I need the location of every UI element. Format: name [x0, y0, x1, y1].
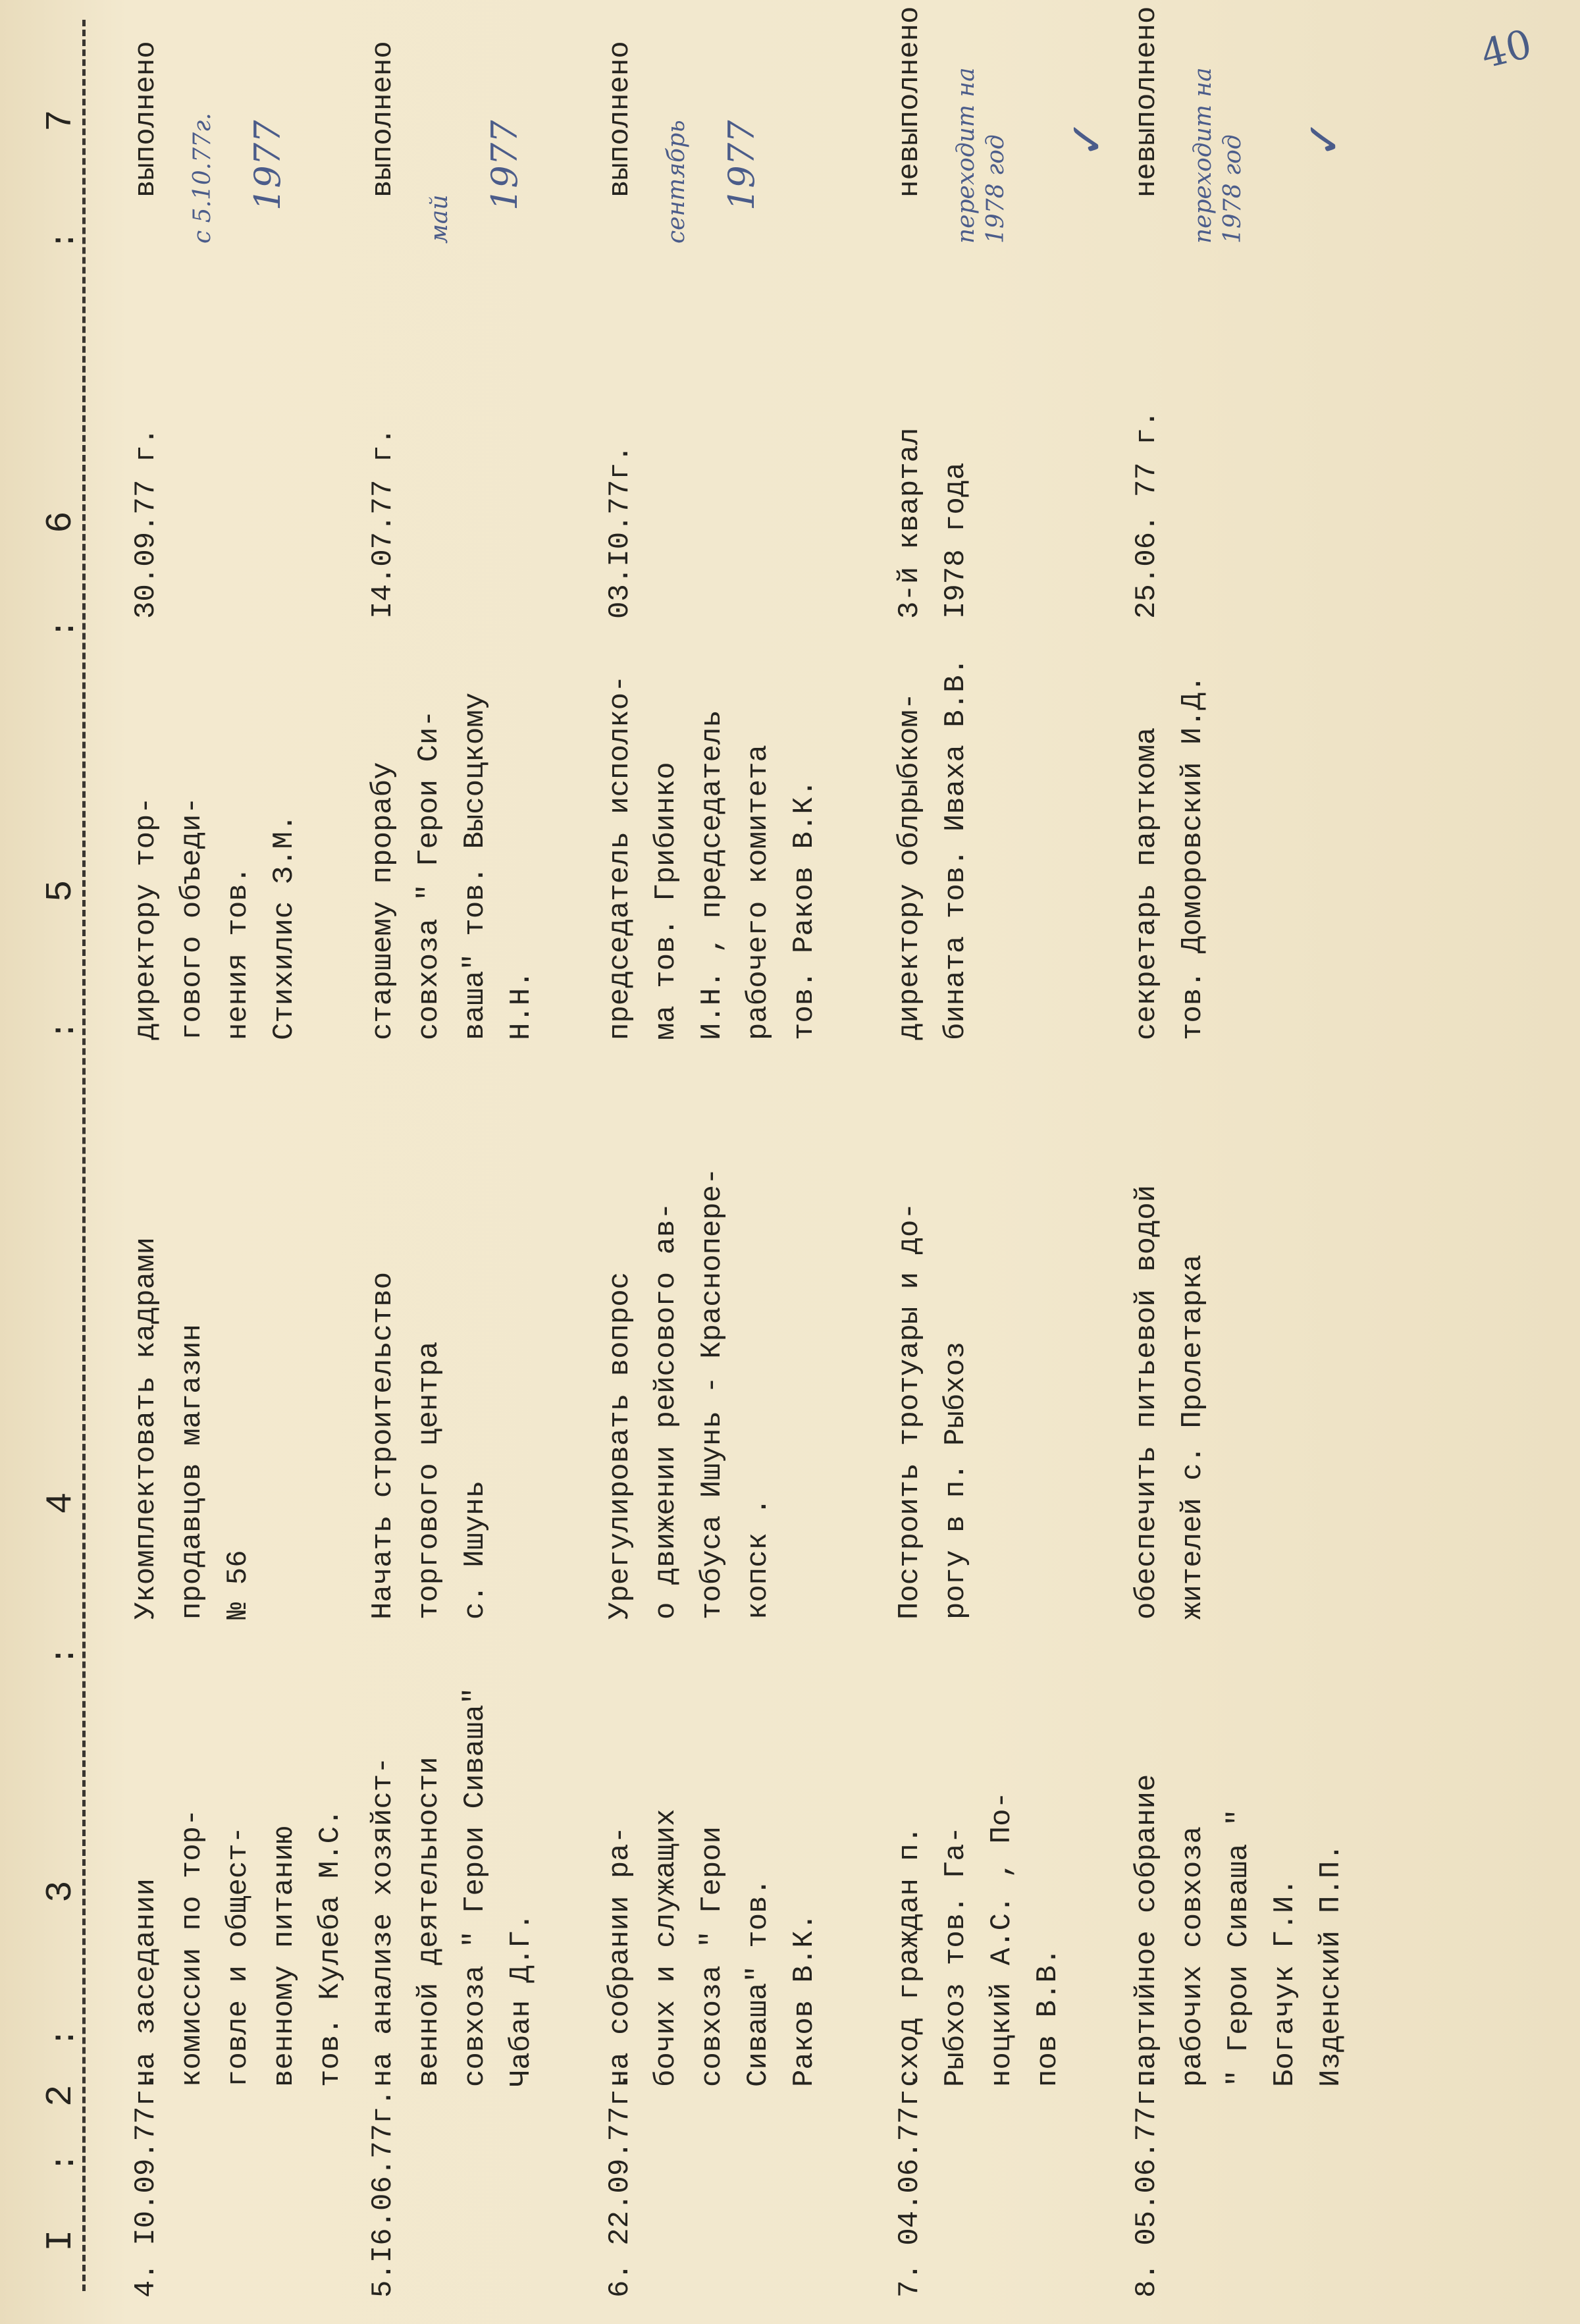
responsible-cell-line: директору тор-: [130, 797, 163, 1040]
entry-number-date: 8. 05.06.77г.: [1130, 2071, 1163, 2298]
handwritten-note: переходит на: [953, 67, 980, 244]
status-cell: невыполнено: [893, 6, 926, 198]
responsible-cell-line: совхоза " Герои Си-: [413, 710, 446, 1040]
column-number: 6: [40, 511, 82, 533]
where-cell-line: венному питанию: [268, 1826, 301, 2087]
where-cell-line: на собрании ра-: [604, 1826, 637, 2087]
column-separator: :: [46, 618, 84, 639]
entry-number-date: 7. 04.06.77г.: [893, 2071, 926, 2298]
responsible-cell-line: Стихилис З.М.: [268, 814, 301, 1040]
handwritten-note: с 5.10.77г.: [189, 113, 216, 244]
task-cell-line: Укомплектовать кадрами: [130, 1237, 163, 1620]
deadline-cell-line: 3-й квартал: [893, 427, 926, 619]
column-separator: :: [46, 2152, 84, 2173]
where-cell-line: совхоза " Герои: [696, 1826, 729, 2087]
responsible-cell-line: ваша" тов. Высоцкому: [459, 692, 492, 1040]
status-cell: выполнено: [367, 41, 400, 198]
where-cell-line: Раков В.К.: [788, 1913, 821, 2087]
where-cell-line: Сиваша" тов.: [742, 1878, 775, 2087]
responsible-cell-line: гового объеди-: [176, 797, 209, 1040]
status-cell: выполнено: [604, 41, 637, 198]
where-cell-line: тов. Кулеба М.С.: [314, 1809, 347, 2087]
where-cell-line: партийное собрание: [1130, 1774, 1163, 2087]
task-cell-line: обеспечить питьевой водой: [1130, 1184, 1163, 1620]
responsible-cell-line: директору облрыбком-: [893, 692, 926, 1040]
deadline-cell-line: I4.07.77 г.: [367, 427, 400, 619]
entry-number-date: 4. I0.09.77г.: [130, 2071, 163, 2298]
header-divider: [82, 20, 86, 2291]
where-cell-line: совхоза " Герои Сиваша": [459, 1687, 492, 2087]
column-number: I: [40, 2229, 82, 2252]
handwritten-note: сентябрь: [663, 120, 690, 244]
status-cell: выполнено: [130, 41, 163, 198]
task-cell-line: рогу в п. Рыбхоз: [939, 1341, 972, 1620]
responsible-cell-line: секретарь парткома: [1130, 727, 1163, 1040]
check-mark-icon: ✓: [1297, 119, 1351, 158]
check-mark-icon: ✓: [1060, 119, 1114, 158]
responsible-cell-line: Н.Н.: [505, 970, 538, 1040]
responsible-cell-line: председатель исполко-: [604, 675, 637, 1040]
responsible-cell-line: нения тов.: [222, 866, 255, 1040]
column-number: 5: [40, 880, 82, 902]
task-cell-line: Начать строительство: [367, 1271, 400, 1620]
where-cell-line: венной деятельности: [413, 1756, 446, 2087]
responsible-cell-line: И.Н. , председатель: [696, 710, 729, 1040]
where-cell-line: рабочих совхоза: [1176, 1826, 1209, 2087]
where-cell-line: пов В.В.: [1032, 1947, 1065, 2087]
where-cell-line: Рыбхоз тов. Га-: [939, 1826, 972, 2087]
responsible-cell-line: бината тов. Иваха В.В.: [939, 658, 972, 1040]
where-cell-line: Чабан Д.Г.: [505, 1913, 538, 2087]
column-number: 4: [40, 1492, 82, 1514]
responsible-cell-line: ма тов. Грибинко: [650, 762, 683, 1040]
where-cell-line: комиссии по тор-: [176, 1809, 209, 2087]
task-cell-line: Урегулировать вопрос: [604, 1271, 637, 1620]
task-cell-line: тобуса Ишунь - Красноперe-: [696, 1167, 729, 1620]
where-cell-line: " Герои Сиваша ": [1223, 1809, 1255, 2087]
column-separator: :: [46, 1645, 84, 1666]
task-cell-line: жителей с. Пролетарка: [1176, 1254, 1209, 1620]
column-separator: :: [46, 2027, 84, 2047]
responsible-cell-line: рабочего комитета: [742, 745, 775, 1040]
responsible-cell-line: старшему прорабу: [367, 762, 400, 1040]
task-cell-line: копск .: [742, 1498, 775, 1620]
responsible-cell-line: тов. Раков В.К.: [788, 779, 821, 1040]
handwritten-year: 1977: [247, 120, 288, 211]
handwritten-year: 1977: [721, 120, 762, 211]
where-cell-line: бочих и служащих: [650, 1809, 683, 2087]
where-cell-line: сход граждан п.: [893, 1826, 926, 2087]
deadline-cell-line: 03.I0.77г.: [604, 444, 637, 619]
where-cell-line: на заседании: [130, 1878, 163, 2087]
column-number: 3: [40, 1880, 82, 1903]
page-number: 40: [1476, 20, 1537, 78]
where-cell-line: говле и общест-: [222, 1826, 255, 2087]
column-header: [33, 0, 99, 2324]
deadline-cell-line: 25.06. 77 г.: [1130, 410, 1163, 619]
handwritten-note: 1978 год: [1219, 134, 1246, 244]
handwritten-note: переходит на: [1190, 67, 1217, 244]
task-cell-line: № 56: [222, 1550, 255, 1620]
where-cell-line: на анализе хозяйст-: [367, 1756, 400, 2087]
column-separator: :: [46, 230, 84, 250]
where-cell-line: ноцкий А.С. , По-: [986, 1791, 1018, 2087]
responsible-cell-line: тов. Доморовский И.Д.: [1176, 675, 1209, 1040]
where-cell-line: Богачук Г.И.: [1269, 1878, 1302, 2087]
handwritten-note: май: [426, 194, 453, 244]
task-cell-line: с. Ишунь: [459, 1480, 492, 1620]
handwritten-year: 1977: [484, 120, 525, 211]
column-number: 7: [40, 109, 82, 132]
status-cell: невыполнено: [1130, 6, 1163, 198]
entry-number-date: 6. 22.09.77г.: [604, 2071, 637, 2298]
column-separator: :: [46, 1020, 84, 1040]
column-number: 2: [40, 2084, 82, 2107]
task-cell-line: о движении рейсового ав-: [650, 1202, 683, 1620]
deadline-cell-line: I978 года: [939, 462, 972, 619]
task-cell-line: продавцов магазин: [176, 1324, 209, 1620]
task-cell-line: Построить тротуары и до-: [893, 1202, 926, 1620]
handwritten-note: 1978 год: [982, 134, 1009, 244]
task-cell-line: торгового центра: [413, 1341, 446, 1620]
where-cell-line: Изденский П.П.: [1315, 1843, 1348, 2087]
entry-number-date: 5.I6.06.77г.: [367, 2089, 400, 2298]
deadline-cell-line: 30.09.77 г.: [130, 427, 163, 619]
